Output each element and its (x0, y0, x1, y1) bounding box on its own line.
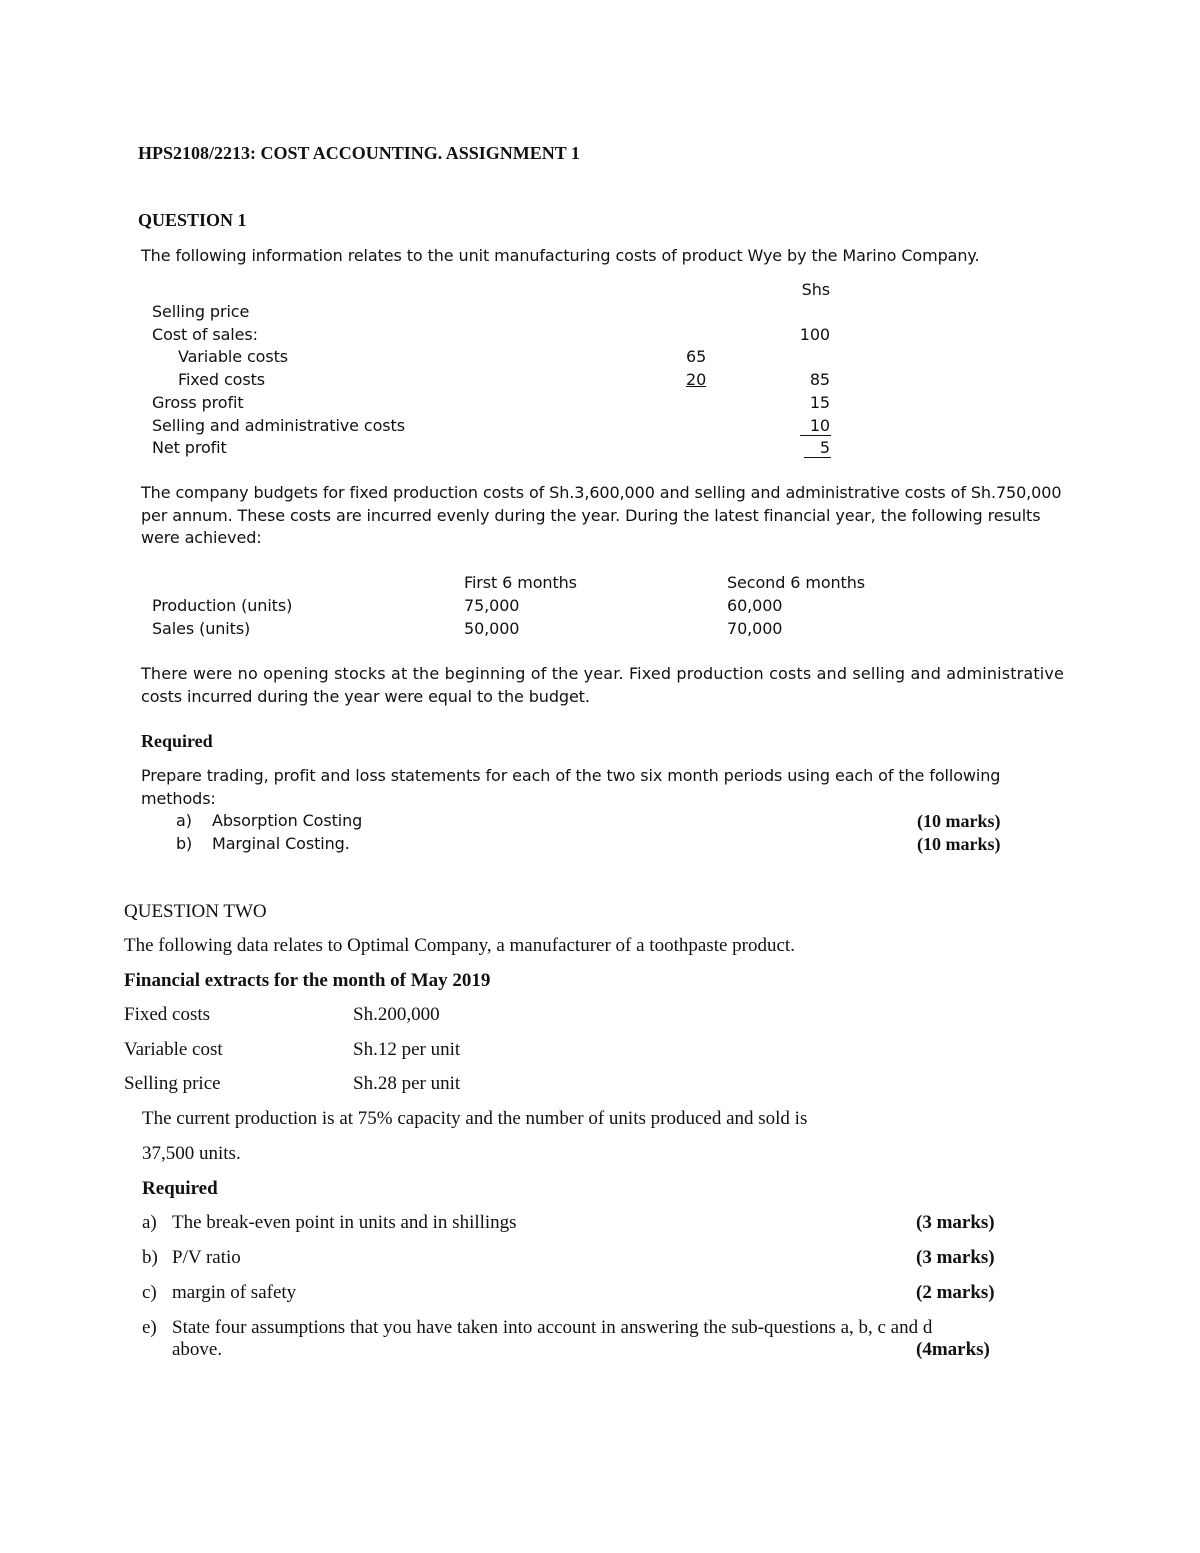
stock-paragraph-line: costs incurred during the year were equal to the budget. (141, 687, 590, 706)
cost-row-label: Net profit (152, 438, 227, 457)
financial-extracts-heading: Financial extracts for the month of May 2019 (124, 970, 491, 991)
results-cell: 50,000 (464, 619, 520, 638)
cost-row-right-value: 10 (809, 416, 830, 435)
subtotal-rule (800, 435, 831, 436)
results-cell: 60,000 (727, 596, 783, 615)
extract-value: Sh.200,000 (353, 1004, 440, 1025)
part-text: P/V ratio (172, 1247, 241, 1268)
part-marks: (10 marks) (917, 811, 1001, 831)
extract-label: Variable cost (124, 1039, 223, 1060)
results-row-label: Production (units) (152, 596, 293, 615)
part-letter: a) (176, 811, 192, 830)
extract-value: Sh.12 per unit (353, 1039, 461, 1060)
part-text: Marginal Costing. (212, 834, 350, 853)
part-marks: (2 marks) (916, 1282, 995, 1303)
part-text: margin of safety (172, 1282, 297, 1303)
part-letter: b) (176, 834, 193, 853)
prepare-instruction-line: methods: (141, 789, 216, 808)
part-letter: e) (142, 1317, 157, 1338)
question-2-heading: QUESTION TWO (124, 901, 267, 922)
budget-paragraph-line: The company budgets for fixed production costs of Sh.3,600,000 and selling and administrative costs of Sh.750,000 (141, 483, 1062, 502)
cost-row-mid-value: 20 (686, 370, 707, 389)
question-1-required-label: Required (141, 731, 213, 751)
question-1-intro: The following information relates to the unit manufacturing costs of product Wye by the Marino Company. (141, 246, 980, 265)
budget-paragraph-line: were achieved: (141, 528, 262, 547)
total-rule (804, 457, 831, 458)
part-marks: (3 marks) (916, 1212, 995, 1233)
cost-row-label: Selling price (152, 302, 250, 321)
cost-row-right-value: 5 (819, 438, 830, 457)
question-1-heading: QUESTION 1 (138, 210, 247, 230)
question-2-intro: The following data relates to Optimal Company, a manufacturer of a toothpaste product. (124, 935, 795, 956)
part-text: Absorption Costing (212, 811, 363, 830)
cost-row-right-value: 100 (799, 325, 830, 344)
part-text-continuation: above. (172, 1339, 223, 1360)
document-title: HPS2108/2213: COST ACCOUNTING. ASSIGNMENT 1 (138, 143, 580, 163)
part-marks: (3 marks) (916, 1247, 995, 1268)
part-marks: (4marks) (916, 1339, 990, 1360)
cost-row-label: Selling and administrative costs (152, 416, 405, 435)
cost-row-label: Fixed costs (178, 370, 265, 389)
cost-row-right-value: 15 (809, 393, 830, 412)
extract-value: Sh.28 per unit (353, 1073, 461, 1094)
extract-label: Selling price (124, 1073, 221, 1094)
cost-row-mid-value: 65 (686, 347, 707, 366)
production-paragraph-line: 37,500 units. (142, 1143, 241, 1164)
extract-label: Fixed costs (124, 1004, 211, 1025)
budget-paragraph-line: per annum. These costs are incurred evenly during the year. During the latest financial year, the following results (141, 506, 1041, 525)
part-letter: a) (142, 1212, 157, 1233)
cost-row-label: Cost of sales: (152, 325, 258, 344)
results-column-header: First 6 months (464, 573, 577, 592)
results-row-label: Sales (units) (152, 619, 251, 638)
stock-paragraph-line: There were no opening stocks at the beginning of the year. Fixed production costs and selling and administrative (141, 664, 1064, 683)
results-cell: 70,000 (727, 619, 783, 638)
cost-row-right-value: 85 (809, 370, 830, 389)
production-paragraph-line: The current production is at 75% capacity and the number of units produced and sold is (142, 1108, 808, 1129)
cost-row-label: Gross profit (152, 393, 244, 412)
unit-header: Shs (801, 280, 830, 299)
part-text: The break-even point in units and in shillings (172, 1212, 517, 1233)
results-cell: 75,000 (464, 596, 520, 615)
part-text: State four assumptions that you have taken into account in answering the sub-questions a, b, c and d (172, 1317, 933, 1338)
question-2-required-label: Required (142, 1178, 218, 1199)
prepare-instruction-line: Prepare trading, profit and loss statements for each of the two six month periods using each of the following (141, 766, 1001, 785)
part-marks: (10 marks) (917, 834, 1001, 854)
results-column-header: Second 6 months (727, 573, 866, 592)
part-letter: c) (142, 1282, 157, 1303)
cost-row-label: Variable costs (178, 347, 288, 366)
part-letter: b) (142, 1247, 158, 1268)
